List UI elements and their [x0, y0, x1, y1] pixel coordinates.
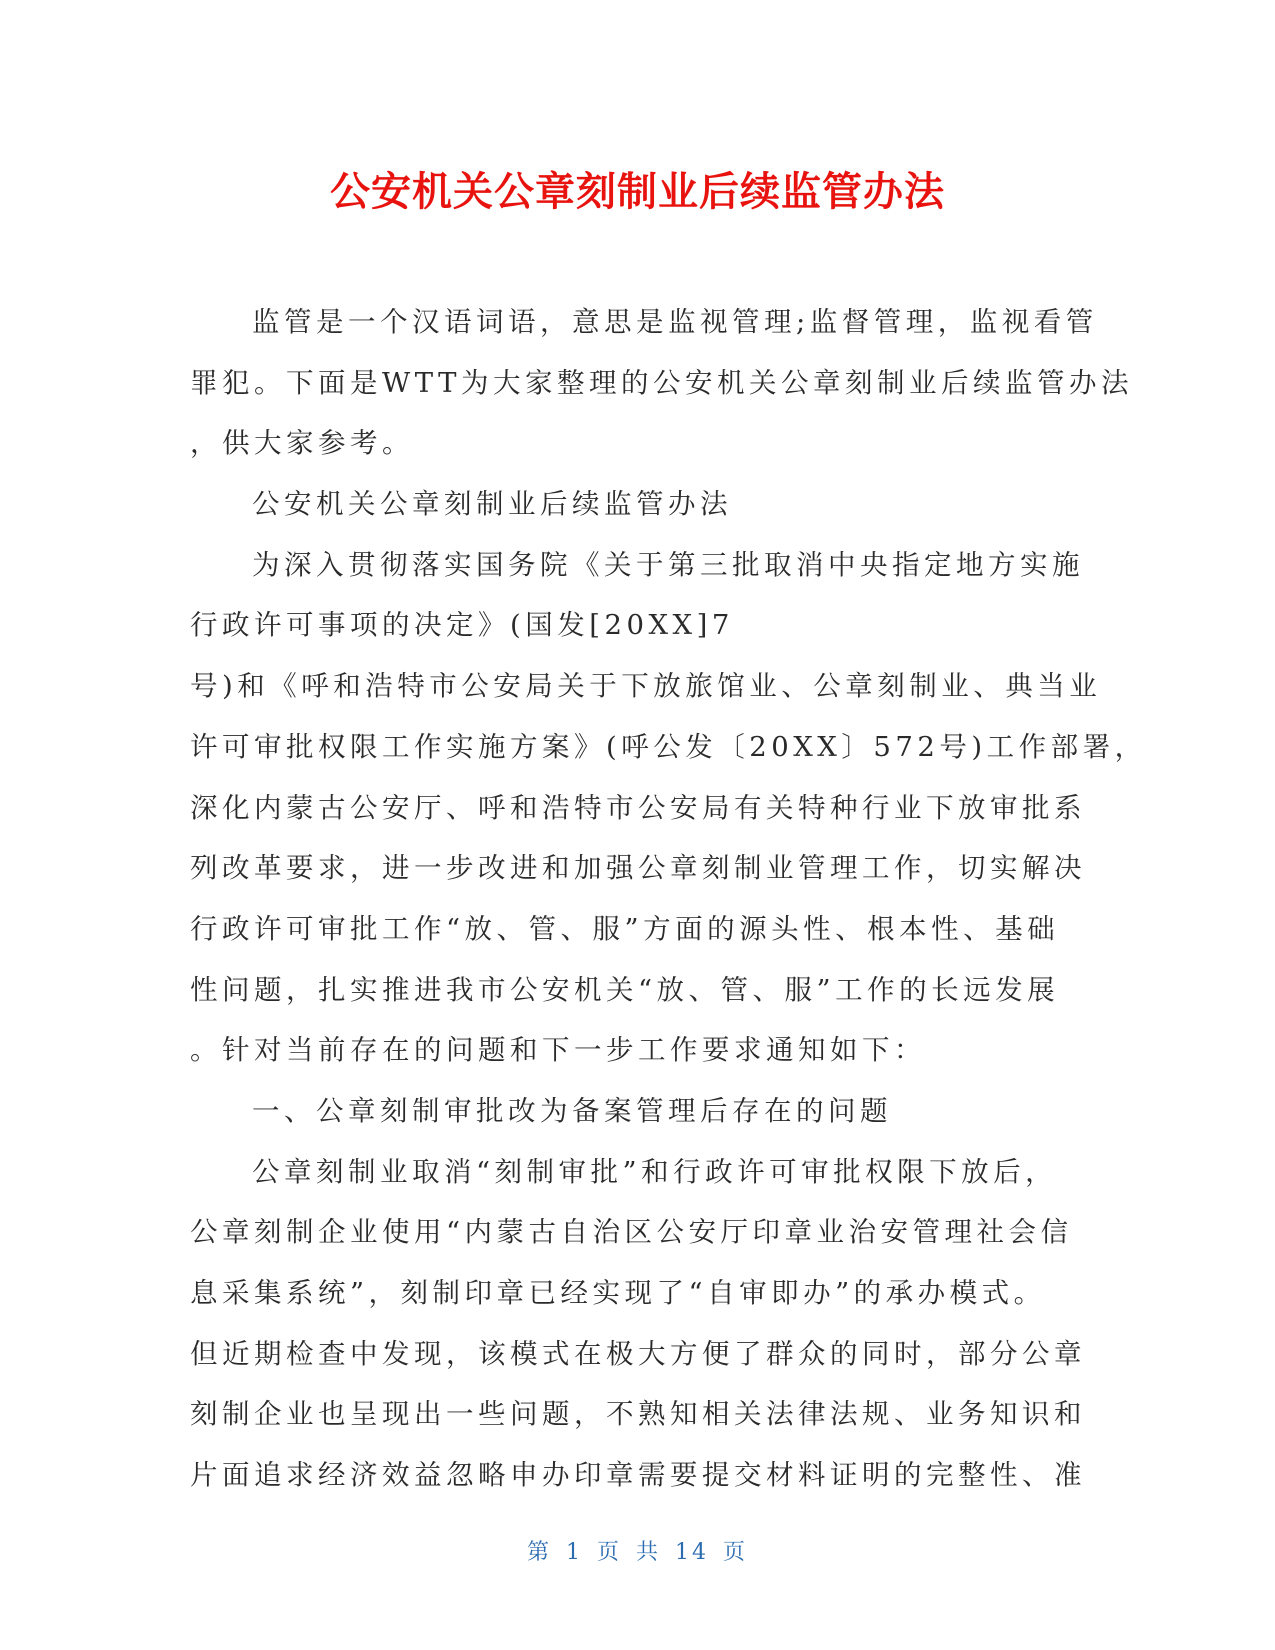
body-line: 行政许可事项的决定》(国发[20XX]7: [190, 609, 734, 642]
body-line: 性问题，扎实推进我市公安机关“放、管、服”工作的长远发展: [190, 973, 1060, 1006]
body-line: 罪犯。下面是WTT为大家整理的公安机关公章刻制业后续监管办法: [190, 366, 1133, 399]
body-line: 刻制企业也呈现出一些问题，不熟知相关法律法规、业务知识和: [190, 1398, 1086, 1431]
body-line: 列改革要求，进一步改进和加强公章刻制业管理工作，切实解决: [190, 852, 1086, 885]
body-line: 公章刻制业取消“刻制审批”和行政许可审批权限下放后，: [252, 1155, 1058, 1188]
section-heading: 一、公章刻制审批改为备案管理后存在的问题: [252, 1094, 892, 1127]
body-line: 许可审批权限工作实施方案》(呼公发〔20XX〕572号)工作部署，: [190, 730, 1147, 763]
body-line: 深化内蒙古公安厅、呼和浩特市公安局有关特种行业下放审批系: [190, 791, 1086, 824]
body-line: 为深入贯彻落实国务院《关于第三批取消中央指定地方实施: [252, 548, 1084, 581]
document-body: [190, 292, 1147, 1506]
body-line: 但近期检查中发现，该模式在极大方便了群众的同时，部分公章: [190, 1337, 1086, 1370]
body-line: 行政许可审批工作“放、管、服”方面的源头性、根本性、基础: [190, 912, 1060, 945]
body-line: 监管是一个汉语词语，意思是监视管理;监督管理，监视看管: [252, 306, 1098, 338]
body-line: ，供大家参考。: [190, 427, 414, 460]
section-heading: 公安机关公章刻制业后续监管办法: [252, 488, 732, 521]
body-line: 息采集系统”，刻制印章已经实现了“自审即办”的承办模式。: [190, 1277, 1046, 1309]
body-line: 。针对当前存在的问题和下一步工作要求通知如下：: [190, 1034, 926, 1067]
document-title: 公安机关公章刻制业后续监管办法: [330, 169, 945, 215]
body-line: 公章刻制企业使用“内蒙古自治区公安厅印章业治安管理社会信: [190, 1216, 1073, 1249]
body-line: 号)和《呼和浩特市公安局关于下放旅馆业、公章刻制业、典当业: [190, 670, 1102, 703]
page-number-footer: 第 1 页 共 14 页: [527, 1540, 748, 1565]
body-line: 片面追求经济效益忽略申办印章需要提交材料证明的完整性、准: [190, 1459, 1086, 1492]
